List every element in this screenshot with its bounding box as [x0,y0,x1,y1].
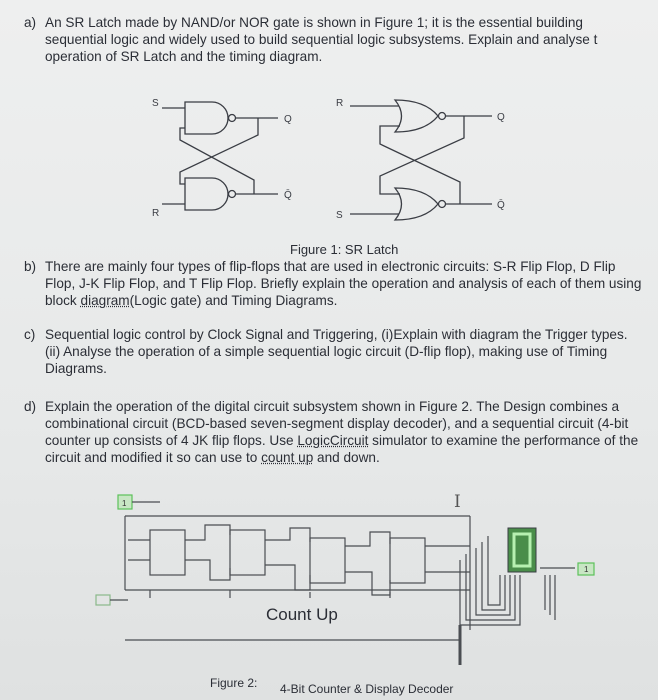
latch-label: Q [497,112,505,123]
nor-gate-bottom [395,188,438,220]
question-line: circuit and modified it so can use to count up and down. [45,450,380,465]
clock-source [96,595,110,605]
figure2-caption-prefix: Figure 2: [210,676,258,690]
latch-label: R [336,98,344,109]
nand-gate-top [185,102,228,134]
figure2-counter-circuit [0,480,658,700]
question-line: counter up consists of 4 JK flip flops. Use LogicCircuit simulator to examine the performance of the [45,433,639,448]
spelling-underlined-word: diagram( [80,293,135,308]
jk-flip-flop [230,530,265,575]
question-line: operation of SR Latch and the timing diagram. [45,49,323,64]
question-line: There are mainly four types of flip-flops that are used in electronic circuits: S-R Flip Flop, D Flip [45,259,616,274]
question-line: Flop, J-K Flip Flop, and T Flip Flop. Briefly explain the operation and analysis of each of them using [45,276,642,291]
question-line: An SR Latch made by NAND/or NOR gate is shown in Figure 1; it is the essential building [45,15,583,30]
question-line: Explain the operation of the digital circuit subsystem shown in Figure 2. The Design combines a [45,399,620,414]
latch-label: S [152,98,159,109]
question-label: d) [24,399,37,414]
latch-label: Q [284,114,292,125]
jk-flip-flop [390,538,425,583]
spelling-underlined-word: count up [261,450,314,465]
question-line: (ii) Analyse the operation of a simple sequential logic circuit (D-flip flop), making use of Timing [45,344,608,359]
nor-gate-top [395,100,438,132]
question-line: block diagram(Logic gate) and Timing Diagrams. [45,293,338,308]
input-value: 1 [122,499,127,508]
figure2-count-up-label: Count Up [266,605,338,624]
latch-label: Q̄ [497,200,505,211]
nand-gate-bottom [185,178,228,210]
question-line: combinational circuit (BCD-based seven-segment display decoder), and a sequential circuit (4-bit [45,416,629,431]
text-cursor-icon: I [454,492,461,512]
latch-label: S [336,210,343,221]
output-value: 1 [584,565,589,574]
question-label: a) [24,15,37,30]
question-line: Diagrams. [45,361,107,376]
question-line: Sequential logic control by Clock Signal and Triggering, (i)Explain with diagram the Trigger types. [45,327,628,342]
figure1-sr-latch-diagram [140,90,540,230]
jk-flip-flop [150,530,185,575]
question-label: c) [24,327,36,342]
figure2-caption-text: 4-Bit Counter & Display Decoder [280,682,454,696]
jk-flip-flop [310,538,345,583]
latch-label: R [152,208,160,219]
question-label: b) [24,259,37,274]
latch-label: Q̄ [284,190,292,201]
figure1-caption: Figure 1: SR Latch [290,242,399,257]
spelling-underlined-word: LogicCircuit [297,433,369,448]
question-line: sequential logic and widely used to build sequential logic subsystems. Explain and analyse t [45,32,598,47]
